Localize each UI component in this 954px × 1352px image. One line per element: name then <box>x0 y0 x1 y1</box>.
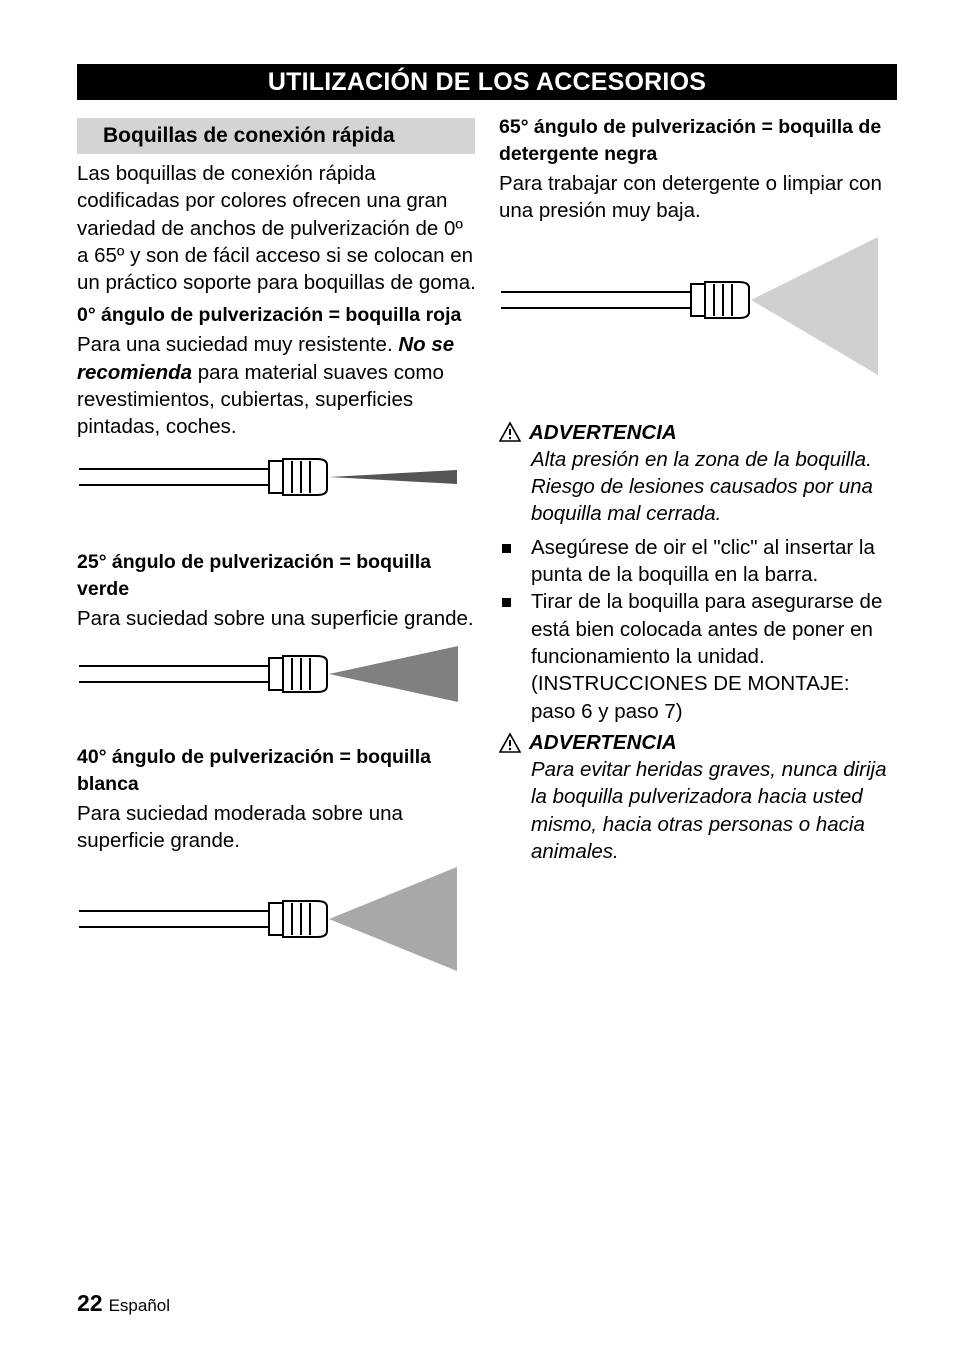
nozzle-wand-icon <box>79 459 327 495</box>
nozzle-40-illustration <box>77 865 462 973</box>
bullet-square-icon <box>499 534 531 589</box>
nozzle-65-heading: 65° ángulo de pulverización = boquilla de detergente negra <box>499 116 882 165</box>
bullet-text: Tirar de la boquilla para asegurarse de está bien colocada antes de poner en funcionamiento la unidad. (INSTRUCCIONES DE MONTAJE: paso 6 y paso 7) <box>531 590 883 723</box>
nozzle-0-emphasis: No se recomienda <box>77 333 455 384</box>
intro-paragraph: Las boquillas de conexión rápida codificadas por colores ofrecen una gran variedad de anchos de pulverización de 0º a 65º y son de fácil acceso si se colocan en un práctico soporte para boquillas de goma. <box>77 162 476 295</box>
nozzle-25-illustration <box>77 642 462 706</box>
warning-triangle-icon <box>499 421 521 443</box>
bullet-item <box>499 588 899 724</box>
warning-1-text: Alta presión en la zona de la boquilla. Riesgo de lesiones causados por una boquilla mal cerrada. <box>531 447 873 526</box>
nozzle-wand-icon <box>501 282 749 318</box>
spray-25-icon <box>329 646 458 702</box>
bullet-square-icon <box>499 588 531 724</box>
spray-0-icon <box>329 470 457 484</box>
nozzle-0-heading: 0° ángulo de pulverización = boquilla roja <box>77 304 462 327</box>
nozzle-0-text-b: para material suaves como revestimientos, cubiertas, superficies pintadas, coches. <box>77 360 444 439</box>
nozzle-0-text <box>77 331 477 440</box>
warning-1-label: ADVERTENCIA <box>529 420 677 444</box>
page-footer <box>77 1290 170 1317</box>
nozzle-40-heading: 40° ángulo de pulverización = boquilla blanca <box>77 745 431 795</box>
warning-2-text: Para evitar heridas graves, nunca dirija la boquilla pulverizadora hacia usted mismo, hacia otras personas o hacia animales. <box>531 758 887 864</box>
left-column <box>77 118 477 973</box>
footer-language: Español <box>108 1296 171 1315</box>
bullet-text: Asegúrese de oir el "clic" al insertar la punta de la boquilla en la barra. <box>531 535 875 587</box>
nozzle-65-text: Para trabajar con detergente o limpiar con una presión muy baja. <box>499 172 882 223</box>
spray-65-icon <box>751 237 878 375</box>
spray-40-icon <box>329 867 457 971</box>
page-title: UTILIZACIÓN DE LOS ACCESORIOS <box>77 64 897 100</box>
nozzle-25-heading: 25° ángulo de pulverización = boquilla verde <box>77 550 431 600</box>
nozzle-0-text-a: Para una suciedad muy resistente. <box>77 333 399 357</box>
nozzle-0-illustration <box>77 451 462 511</box>
bullet-item <box>499 534 899 589</box>
section-subheading: Boquillas de conexión rápida <box>77 118 475 154</box>
nozzle-65-illustration <box>499 235 884 377</box>
warning-triangle-icon <box>499 732 521 754</box>
nozzle-wand-icon <box>79 656 327 692</box>
warning-2-label: ADVERTENCIA <box>529 730 677 754</box>
nozzle-wand-icon <box>79 901 327 937</box>
right-column <box>499 114 899 871</box>
nozzle-40-text: Para suciedad moderada sobre una superficie grande. <box>77 801 403 853</box>
warning-2-heading <box>499 729 899 756</box>
warning-1-heading <box>499 419 899 446</box>
page-number: 22 <box>77 1290 103 1316</box>
nozzle-25-text: Para suciedad sobre una superficie grande. <box>77 606 474 630</box>
